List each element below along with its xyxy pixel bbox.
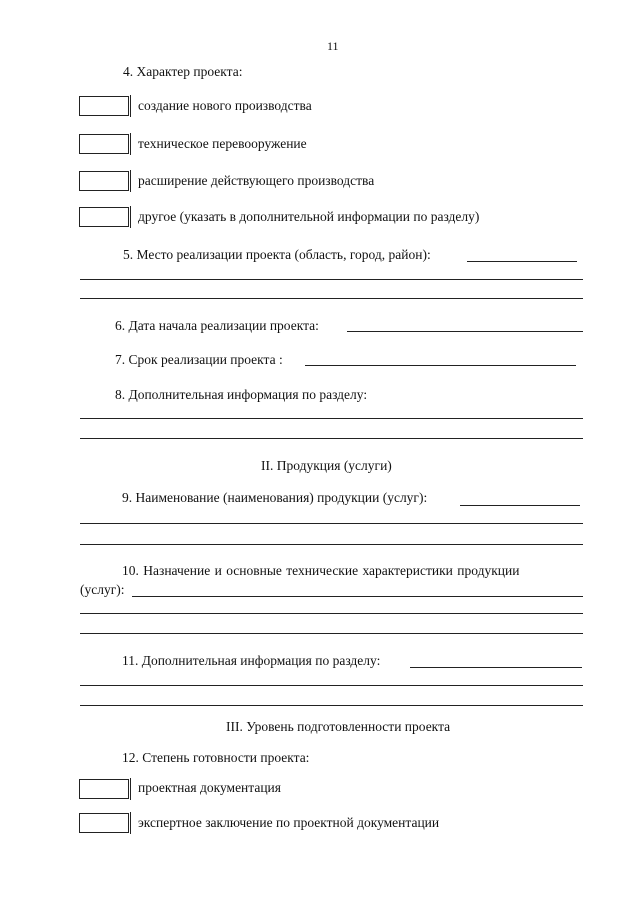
- question-12-label: 12. Степень готовности проекта:: [122, 750, 310, 765]
- q5-answer-line-1[interactable]: [80, 279, 583, 280]
- question-7-label: 7. Срок реализации проекта :: [115, 352, 283, 367]
- option-reequipment: техническое перевооружение: [138, 136, 307, 151]
- checkbox-project-documentation[interactable]: [79, 779, 129, 799]
- q6-fill-line[interactable]: [347, 331, 583, 332]
- q9-answer-line-2[interactable]: [80, 544, 583, 545]
- q5-fill-line[interactable]: [467, 261, 577, 262]
- q11-fill-line[interactable]: [410, 667, 582, 668]
- checkbox-separator: [130, 133, 131, 155]
- section-2-heading: II. Продукция (услуги): [261, 458, 392, 473]
- q5-answer-line-2[interactable]: [80, 298, 583, 299]
- question-8-label: 8. Дополнительная информация по разделу:: [115, 387, 368, 402]
- checkbox-other[interactable]: [79, 207, 129, 227]
- checkbox-separator: [130, 170, 131, 192]
- option-project-documentation: проектная документация: [138, 780, 281, 795]
- checkbox-expert-conclusion[interactable]: [79, 813, 129, 833]
- checkbox-separator: [130, 206, 131, 228]
- q11-answer-line-1[interactable]: [80, 685, 583, 686]
- q8-answer-line-1[interactable]: [80, 418, 583, 419]
- q9-fill-line[interactable]: [460, 505, 580, 506]
- checkbox-separator: [130, 95, 131, 117]
- checkbox-separator: [130, 812, 131, 834]
- checkbox-new-production[interactable]: [79, 96, 129, 116]
- question-10-label-cont: (услуг):: [80, 582, 125, 597]
- page-number: 11: [327, 39, 339, 53]
- question-10-label: 10. Назначение и основные технические характеристики продукции: [122, 563, 520, 578]
- checkbox-reequipment[interactable]: [79, 134, 129, 154]
- q7-fill-line[interactable]: [305, 365, 576, 366]
- question-11-label: 11. Дополнительная информация по разделу:: [122, 653, 381, 668]
- q10-fill-line[interactable]: [132, 596, 583, 597]
- option-other: другое (указать в дополнительной информации по разделу): [138, 209, 480, 224]
- q10-answer-line-2[interactable]: [80, 633, 583, 634]
- option-new-production: создание нового производства: [138, 98, 312, 113]
- question-4-label: 4. Характер проекта:: [123, 64, 243, 79]
- checkbox-expansion[interactable]: [79, 171, 129, 191]
- q9-answer-line-1[interactable]: [80, 523, 583, 524]
- question-5-label: 5. Место реализации проекта (область, город, район):: [123, 247, 431, 262]
- option-expansion: расширение действующего производства: [138, 173, 375, 188]
- option-expert-conclusion: экспертное заключение по проектной документации: [138, 815, 440, 830]
- checkbox-separator: [130, 778, 131, 800]
- question-6-label: 6. Дата начала реализации проекта:: [115, 318, 319, 333]
- q10-answer-line-1[interactable]: [80, 613, 583, 614]
- q11-answer-line-2[interactable]: [80, 705, 583, 706]
- q8-answer-line-2[interactable]: [80, 438, 583, 439]
- section-3-heading: III. Уровень подготовленности проекта: [226, 719, 451, 734]
- question-9-label: 9. Наименование (наименования) продукции (услуг):: [122, 490, 428, 505]
